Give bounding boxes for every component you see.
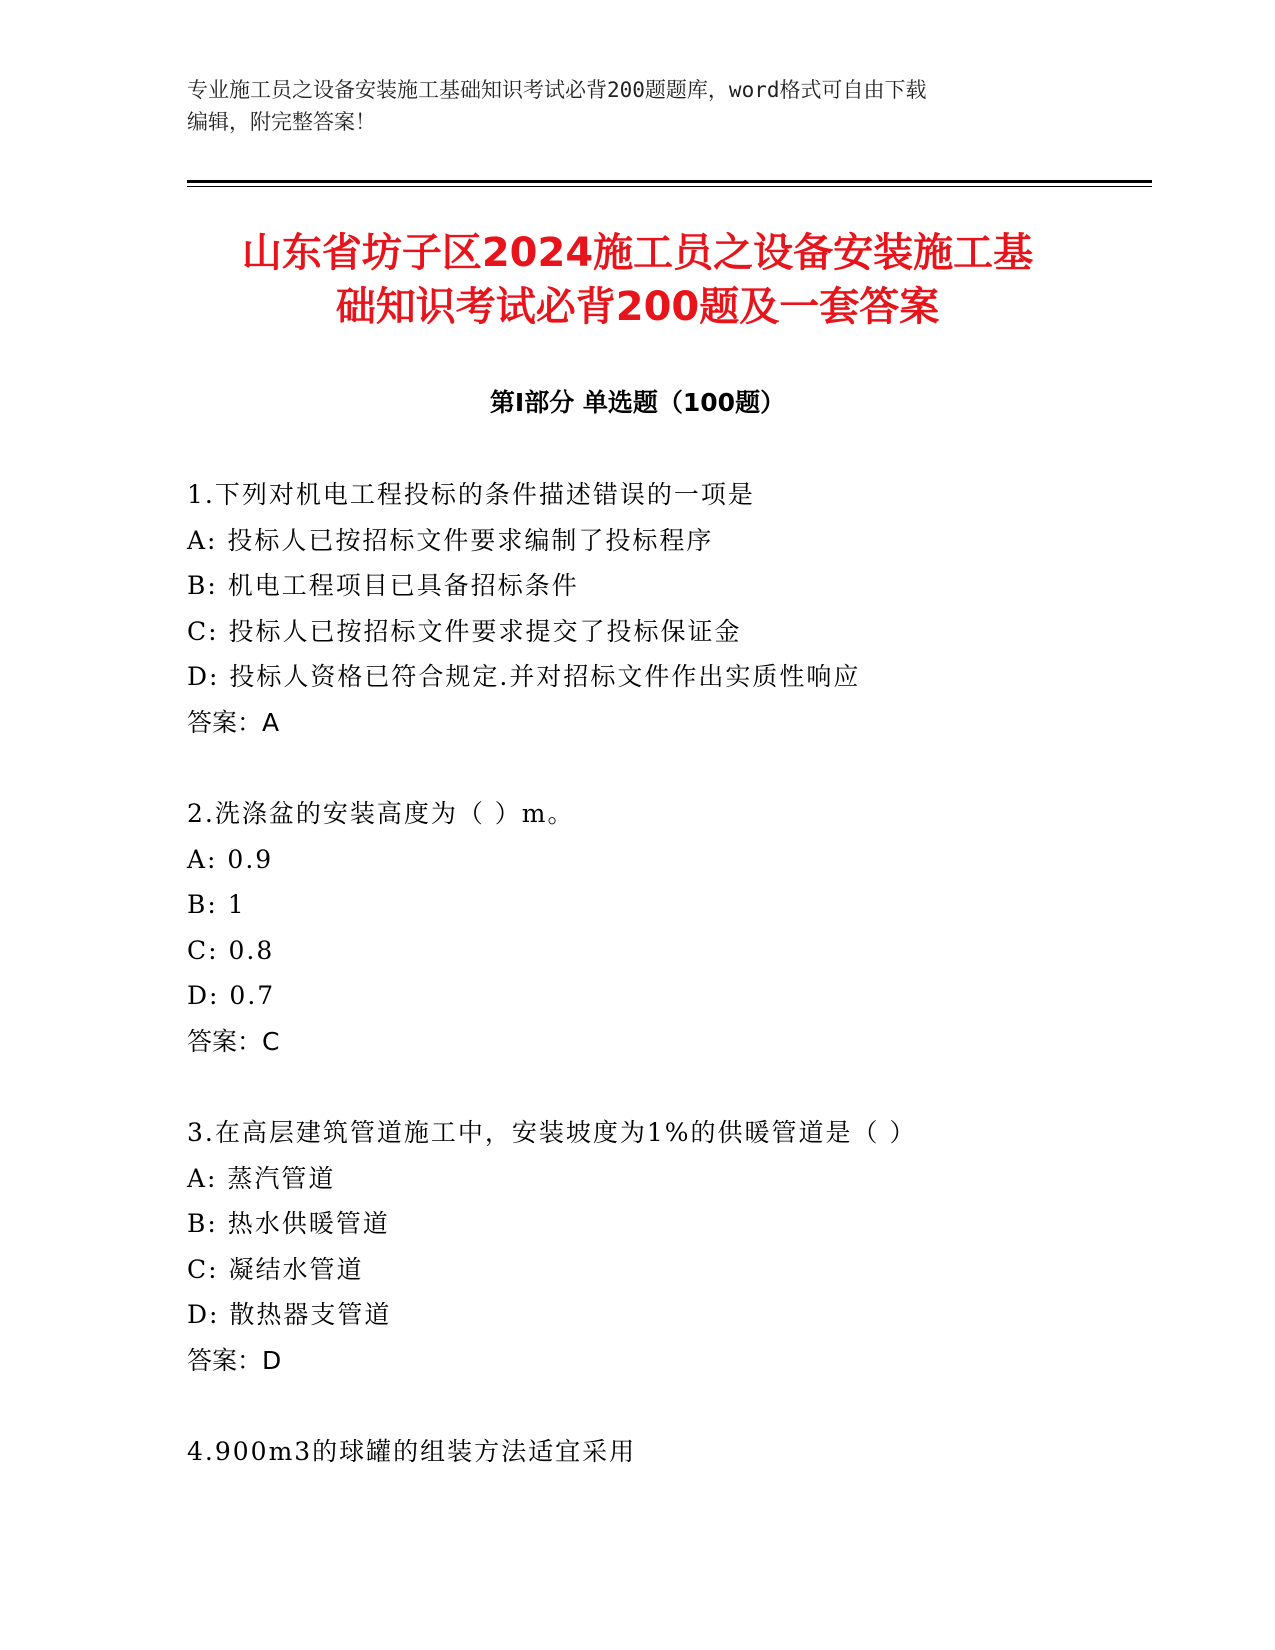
answer-key: 答案：D — [187, 1345, 282, 1375]
header-divider-thick — [187, 180, 1152, 183]
question-stem: 3.在高层建筑管道施工中，安装坡度为1%的供暖管道是（ ） — [187, 1118, 917, 1147]
option-a: A: 0.9 — [187, 844, 274, 874]
option-d: D: 投标人资格已符合规定.并对招标文件作出实质性响应 — [187, 662, 861, 691]
option-a: A: 蒸汽管道 — [187, 1163, 336, 1193]
header-divider-thin — [187, 186, 1152, 187]
question-2 — [187, 791, 1137, 1064]
option-c: C: 0.8 — [187, 935, 275, 965]
option-a: A: 投标人已按招标文件要求编制了投标程序 — [187, 525, 714, 555]
document-title — [150, 226, 1125, 334]
option-c: C: 投标人已按招标文件要求提交了投标保证金 — [187, 616, 742, 646]
header-note-line-1: 专业施工员之设备安装施工基础知识考试必背200题题库，word格式可自由下载 — [187, 78, 927, 102]
question-list — [187, 472, 1137, 1521]
option-d: D: 0.7 — [187, 981, 276, 1010]
option-b: B: 机电工程项目已具备招标条件 — [187, 571, 579, 600]
option-b: B: 1 — [187, 890, 246, 919]
question-4 — [187, 1429, 1137, 1475]
answer-key: 答案：A — [187, 707, 280, 737]
option-b: B: 热水供暖管道 — [187, 1209, 390, 1238]
header-note-line-2: 编辑，附完整答案！ — [187, 110, 376, 134]
option-c: C: 凝结水管道 — [187, 1254, 364, 1284]
question-1 — [187, 472, 1137, 745]
option-d: D: 散热器支管道 — [187, 1300, 392, 1329]
document-title-line-1: 山东省坊子区2024施工员之设备安装施工基 — [241, 230, 1034, 276]
section-heading: 第Ⅰ部分 单选题（100题） — [489, 388, 786, 417]
question-stem: 1.下列对机电工程投标的条件描述错误的一项是 — [187, 480, 755, 509]
header-note — [187, 74, 1087, 138]
document-title-line-2: 础知识考试必背200题及一套答案 — [335, 284, 940, 330]
question-stem: 4.900m3的球罐的组装方法适宜采用 — [187, 1437, 637, 1466]
question-stem: 2.洗涤盆的安装高度为（ ）m。 — [187, 799, 575, 828]
answer-key: 答案：C — [187, 1026, 280, 1056]
question-3 — [187, 1110, 1137, 1383]
